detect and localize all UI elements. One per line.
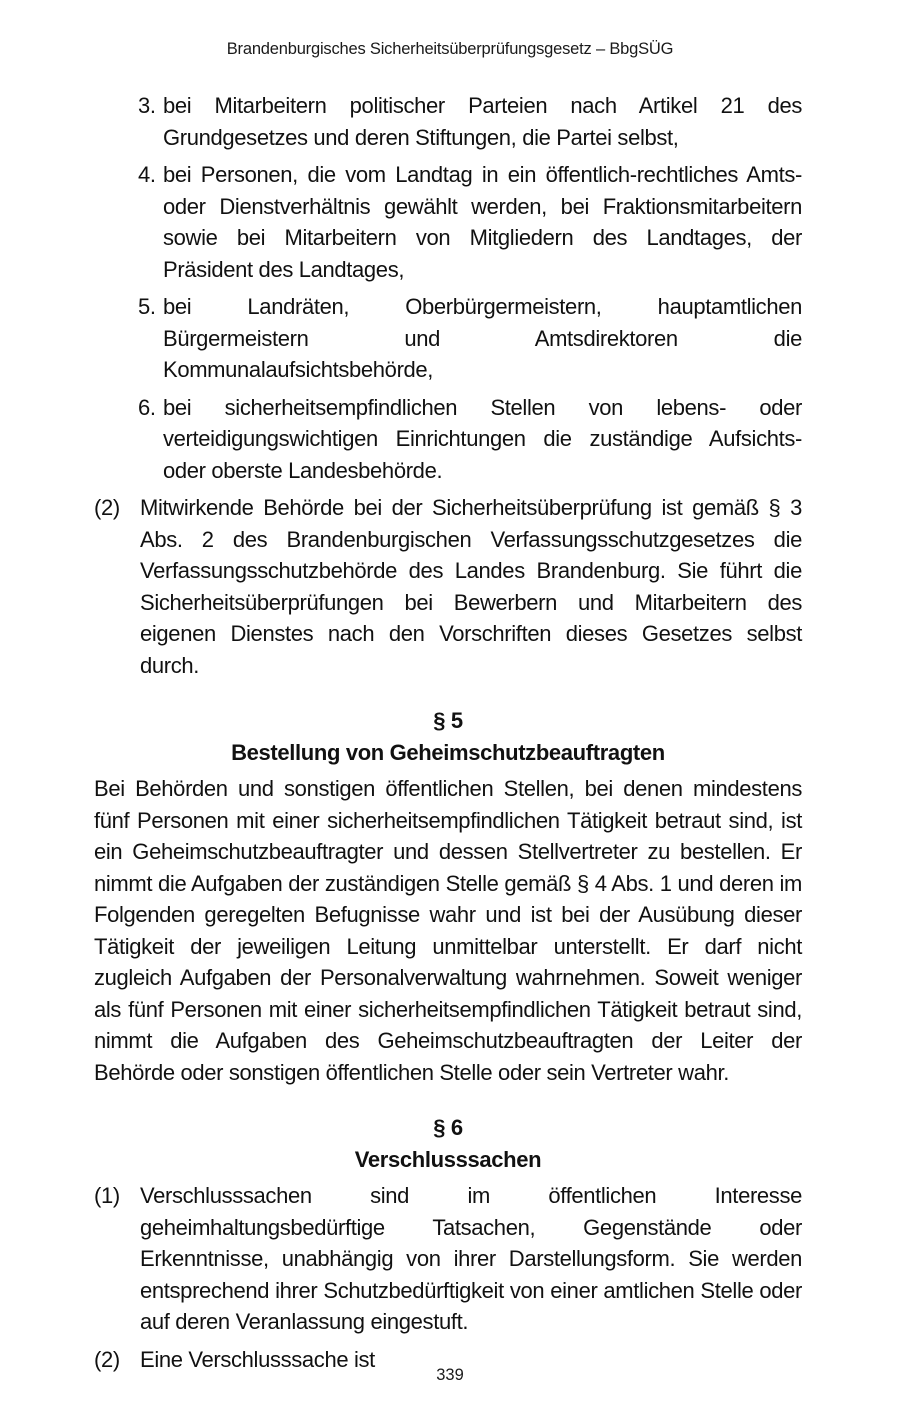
section-number: § 6 — [433, 1115, 463, 1140]
list-item-text: bei Landräten, Oberbürgermeistern, hauptamtlichen Bürgermeistern und Amtsdirektoren die Kommunalaufsichtsbehörde, — [163, 294, 802, 382]
list-item-text: bei Personen, die vom Landtag in ein öffentlich-rechtliches Amts- oder Dienstverhältnis gewählt werden, bei Fraktionsmitarbeitern sowie bei Mitarbeitern von Mitgliedern des Landtages, der Präsident des Landtages, — [163, 162, 802, 282]
paragraph-4-2 — [94, 492, 802, 681]
paragraph-number: (1) — [94, 1183, 120, 1208]
section-number: § 5 — [433, 708, 463, 733]
paragraph-text: Mitwirkende Behörde bei der Sicherheitsüberprüfung ist gemäß § 3 Abs. 2 des Brandenburgischen Verfassungsschutzgesetzes die Verfassungsschutzbehörde des Landes Brandenburg. Sie führt die Sicherheitsüberprüfungen bei Bewerbern und Mitarbeitern des eigenen Dienstes nach den Vorschriften dieses Gesetzes selbst durch. — [140, 495, 802, 678]
list-item-number: 6. — [138, 394, 156, 420]
list-item-number: 3. — [138, 93, 156, 118]
paragraph-number: (2) — [94, 495, 120, 520]
section-title: Bestellung von Geheimschutzbeauftragten — [231, 740, 665, 765]
list-item-3 — [94, 90, 802, 153]
section-title: Verschlusssachen — [354, 1147, 542, 1172]
running-header: Brandenburgisches Sicherheitsüberprüfungsgesetz – BbgSÜG — [226, 40, 674, 58]
page-content — [94, 90, 802, 1381]
paragraph-number: (2) — [94, 1346, 120, 1372]
paragraph-text: Verschlusssachen sind im öffentlichen Interesse geheimhaltungsbedürftige Tatsachen, Gegenstände oder Erkenntnisse, unabhängig von ihrer Darstellungsform. Sie werden entsprechend ihrer Schutzbedürftigkeit von einer amtlichen Stelle oder auf deren Veranlassung eingestuft. — [140, 1183, 802, 1334]
list-item-number: 5. — [138, 294, 156, 319]
section-6-heading — [94, 1112, 802, 1176]
list-item-6 — [94, 392, 802, 487]
list-item-number: 4. — [138, 162, 156, 187]
paragraph-text: Eine Verschlusssache ist — [140, 1346, 375, 1372]
list-item-text: bei sicherheitsempfindlichen Stellen von lebens- oder verteidigungswichtigen Einrichtungen die zuständige Aufsichts- oder oberste Landesbehörde. — [163, 394, 802, 483]
list-item-4 — [94, 159, 802, 285]
page-number: 339 — [436, 1366, 464, 1384]
section-5-body: Bei Behörden und sonstigen öffentlichen Stellen, bei denen mindestens fünf Personen mit einer sicherheitsempfindlichen Tätigkeit betraut sind, ist ein Geheimschutzbeauftragter und dessen Stellvertreter zu bestellen. Er nimmt die Aufgaben der zuständigen Stelle gemäß § 4 Abs. 1 und deren im Folgenden geregelten Befugnisse wahr und ist bei der Ausübung dieser Tätigkeit der jeweiligen Leitung unmittelbar unterstellt. Er darf nicht zugleich Aufgaben der Personalverwaltung wahrnehmen. Soweit weniger als fünf Personen mit einer sicherheitsempfindlichen Tätigkeit betraut sind, nimmt die Aufgaben des Geheimschutzbeauftragten der Leiter der Behörde oder sonstigen öffentlichen Stelle oder sein Vertreter wahr. — [94, 776, 802, 1085]
paragraph-6-1 — [94, 1180, 802, 1338]
section-5-heading — [94, 705, 802, 769]
list-item-5 — [94, 291, 802, 386]
list-item-text: bei Mitarbeitern politischer Parteien nach Artikel 21 des Grundgesetzes und deren Stiftungen, die Partei selbst, — [163, 93, 802, 150]
